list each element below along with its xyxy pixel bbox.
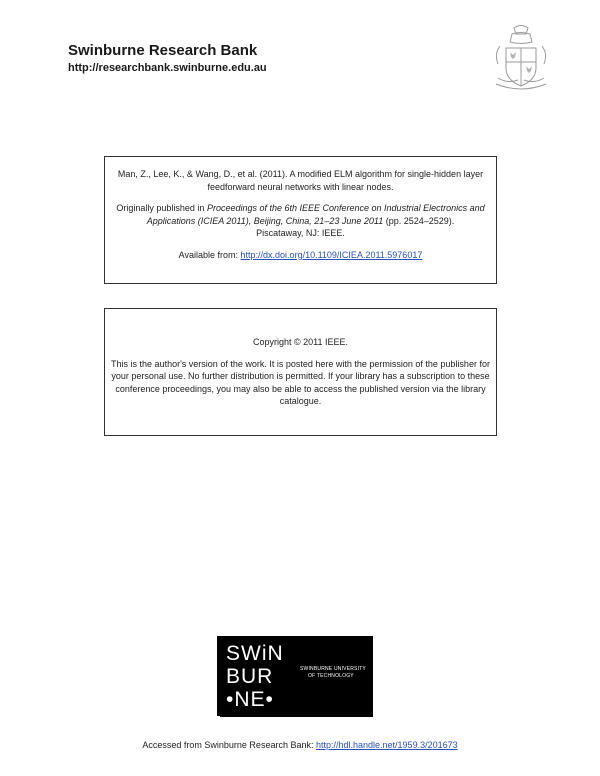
citation-title: feedforward neural networks with linear nodes. [207, 181, 394, 192]
footer-label: Accessed from Swinburne Research Bank: [142, 740, 316, 750]
doi-link[interactable]: http://dx.doi.org/10.1109/ICIEA.2011.5976017 [240, 249, 423, 260]
repository-title: Swinburne Research Bank [68, 42, 258, 59]
available-label: Available from: [178, 249, 241, 260]
swinburne-logo [217, 636, 372, 716]
logo-wordmark [226, 642, 286, 711]
university-crest-icon [492, 22, 550, 94]
publication-pages: (pp. 2524–2529). [383, 215, 455, 226]
availability-line [113, 249, 488, 262]
logo-word-1: SWiN [226, 642, 284, 665]
handle-link[interactable]: http://hdl.handle.net/1959.3/201673 [315, 740, 458, 750]
logo-subtitle [300, 666, 368, 680]
logo-word-3: •NE• [226, 688, 274, 711]
publication-prefix: Originally published in [116, 203, 207, 213]
access-footer [0, 740, 600, 750]
logo-word-2: BUR [226, 665, 274, 688]
publication-place: Piscataway, NJ: IEEE. [256, 228, 345, 238]
citation-box [104, 156, 497, 284]
copyright-notice: This is the author's version of the work. It is posted here with the permission of the publisher for your personal use. No further distribution is permitted. If your library has a subscription to these conference proceedings, you may also be able to access the published version via the library catalogue. [111, 358, 490, 406]
publication-info [113, 202, 488, 227]
citation-authors: Man, Z., Lee, K., & Wang, D., et al. (2011). A modified ELM algorithm for single-hidden layer [117, 169, 484, 179]
copyright-box [104, 308, 497, 436]
logo-subtitle-1: SWINBURNE UNIVERSITY [300, 666, 366, 672]
repository-url[interactable]: http://researchbank.swinburne.edu.au [68, 62, 267, 74]
logo-subtitle-2: OF TECHNOLOGY [308, 673, 354, 679]
copyright-line: Copyright © 2011 IEEE. [252, 337, 348, 347]
publication-title: Proceedings of the 6th IEEE Conference on Industrial Electronics and Applications (ICIEA 2011), Beijing, China, 21–23 June 2011 [146, 203, 485, 226]
